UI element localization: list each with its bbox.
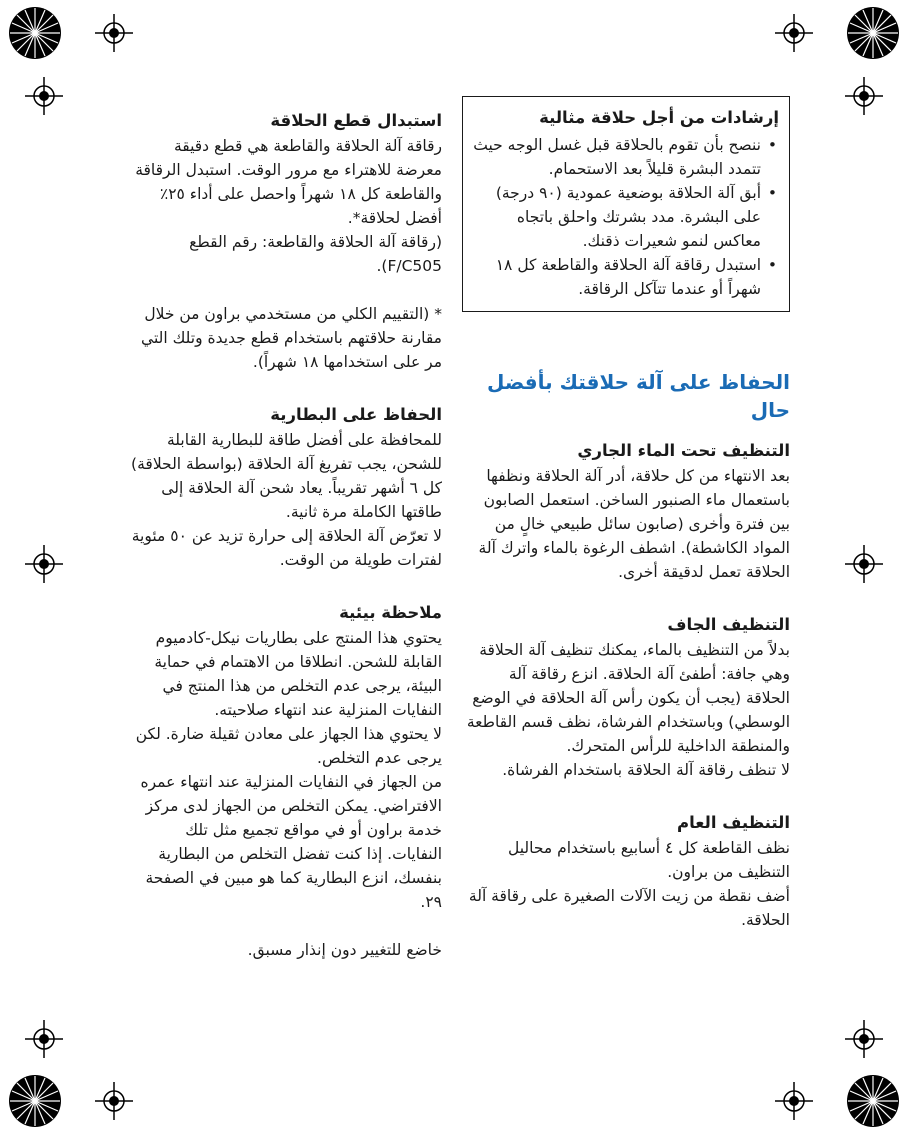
environment-disposal-text: من الجهاز في النفايات المنزلية عند انتهاء عمره الافتراضي. يمكن التخلص من الجهاز لدى مركز خدمة براون أو في مواقع تجميع مثل تلك النفايات. إذا كنت تفضل التخلص من البطارية بنفسك، انزع البطارية كما هو مبين في الصفحة ٢٩. bbox=[140, 773, 442, 911]
general-cleaning-heading: التنظيف العام bbox=[677, 813, 790, 832]
tips-box bbox=[462, 96, 790, 312]
registration-mark-icon bbox=[775, 1082, 813, 1120]
right-column bbox=[462, 96, 790, 932]
tip-item: • استبدل رقاقة آلة الحلاقة والقاطعة كل ١٨ شهراً أو عندما تتآكل الرقاقة. bbox=[471, 253, 761, 301]
environment-heading: ملاحظة بيئية bbox=[339, 603, 442, 622]
tips-list bbox=[471, 133, 779, 301]
change-notice: خاضع للتغيير دون إنذار مسبق. bbox=[247, 941, 442, 959]
left-column bbox=[130, 108, 442, 962]
battery-text: للمحافظة على أفضل طاقة للبطارية القابلة للشحن، يجب تفريغ آلة الحلاقة (بواسطة الحلاقة) كل ٦ أشهر تقريباً. يعاد شحن آلة الحلاقة إلى طاقتها الكاملة مرة ثانية. bbox=[131, 431, 442, 521]
registration-mark-icon bbox=[25, 545, 63, 583]
registration-mark-icon bbox=[775, 14, 813, 52]
replace-text: رقاقة آلة الحلاقة والقاطعة هي قطع دقيقة معرضة للاهتراء مع مرور الوقت. استبدل الرقاقة والقاطعة كل ١٨ شهراً واحصل على أداء ٢٥٪ أفضل لحلاقة*. bbox=[135, 137, 442, 227]
running-water-text: بعد الانتهاء من كل حلاقة، أدر آلة الحلاقة ونظفها باستعمال ماء الصنبور الساخن. استعمل الصابون بين فترة وأخرى (صابون سائل طبيعي خالٍ من المواد الكاشطة). اشطف الرغوة بالماء واترك آلة الحلاقة تعمل لدقيقة أخرى. bbox=[478, 467, 790, 581]
general-cleaning-oil-text: أضف نقطة من زيت الآلات الصغيرة على رقاقة آلة الحلاقة. bbox=[468, 887, 790, 929]
replace-footnote: * (التقييم الكلي من مستخدمي براون من خلال مقارنة حلاقتهم باستخدام قطع جديدة وتلك التي مر على استخدامها ١٨ شهراً). bbox=[141, 305, 442, 371]
care-title: الحفاظ على آلة حلاقتك بأفضل حال bbox=[486, 370, 790, 422]
registration-mark-icon bbox=[845, 545, 883, 583]
battery-heading: الحفاظ على البطارية bbox=[270, 405, 442, 424]
replace-part-prefix: (رقاقة آلة الحلاقة والقاطعة: رقم القطع bbox=[189, 233, 442, 251]
starburst-mark-icon bbox=[8, 6, 62, 60]
tip-item: • أبق آلة الحلاقة بوضعية عمودية (٩٠ درجة) على البشرة. مدد بشرتك واحلق باتجاه معاكس لنمو شعيرات ذقنك. bbox=[471, 181, 761, 253]
part-number: F/C505 bbox=[387, 257, 442, 275]
starburst-mark-icon bbox=[846, 1074, 900, 1128]
environment-heavy-metals-text: لا يحتوي هذا الجهاز على معادن ثقيلة ضارة. لكن يرجى عدم التخلص. bbox=[135, 725, 442, 767]
tips-title: إرشادات من أجل حلاقة مثالية bbox=[539, 108, 779, 127]
registration-mark-icon bbox=[845, 1020, 883, 1058]
registration-mark-icon bbox=[25, 1020, 63, 1058]
dry-cleaning-text: بدلاً من التنظيف بالماء، يمكنك تنظيف آلة الحلاقة وهي جافة: أطفئ آلة الحلاقة. انزع رقاقة آلة الحلاقة (يجب أن يكون رأس آلة الحلاقة في الوضع الوسطي) وباستخدام الفرشاة، نظف قسم القاطعة والمنطقة الداخلية للرأس المتحرك. bbox=[466, 641, 790, 755]
replace-heading: استبدال قطع الحلاقة bbox=[270, 111, 442, 130]
dry-cleaning-heading: التنظيف الجاف bbox=[667, 615, 790, 634]
general-cleaning-text: نظف القاطعة كل ٤ أسابيع باستخدام محاليل التنظيف من براون. bbox=[508, 839, 790, 881]
dry-cleaning-warning: لا تنظف رقاقة آلة الحلاقة باستخدام الفرشاة. bbox=[502, 761, 790, 779]
battery-heat-warning: لا تعرّض آلة الحلاقة إلى حرارة تزيد عن ٥٠ مئوية لفترات طويلة من الوقت. bbox=[131, 527, 442, 569]
registration-mark-icon bbox=[95, 14, 133, 52]
replace-part-line bbox=[130, 230, 442, 278]
registration-mark-icon bbox=[25, 77, 63, 115]
registration-mark-icon bbox=[845, 77, 883, 115]
tip-item: • ننصح بأن تقوم بالحلاقة قبل غسل الوجه حيث تتمدد البشرة قليلاً بعد الاستحمام. bbox=[471, 133, 761, 181]
running-water-heading: التنظيف تحت الماء الجاري bbox=[577, 441, 790, 460]
replace-part-suffix: ). bbox=[376, 257, 388, 275]
registration-mark-icon bbox=[95, 1082, 133, 1120]
starburst-mark-icon bbox=[846, 6, 900, 60]
environment-text: يحتوي هذا المنتج على بطاريات نيكل-كادميوم القابلة للشحن. انطلاقا من الاهتمام في حماية البيئة، يرجى عدم التخلص من هذا المنتج في النفايات المنزلية عند انتهاء صلاحيته. bbox=[154, 629, 442, 719]
starburst-mark-icon bbox=[8, 1074, 62, 1128]
